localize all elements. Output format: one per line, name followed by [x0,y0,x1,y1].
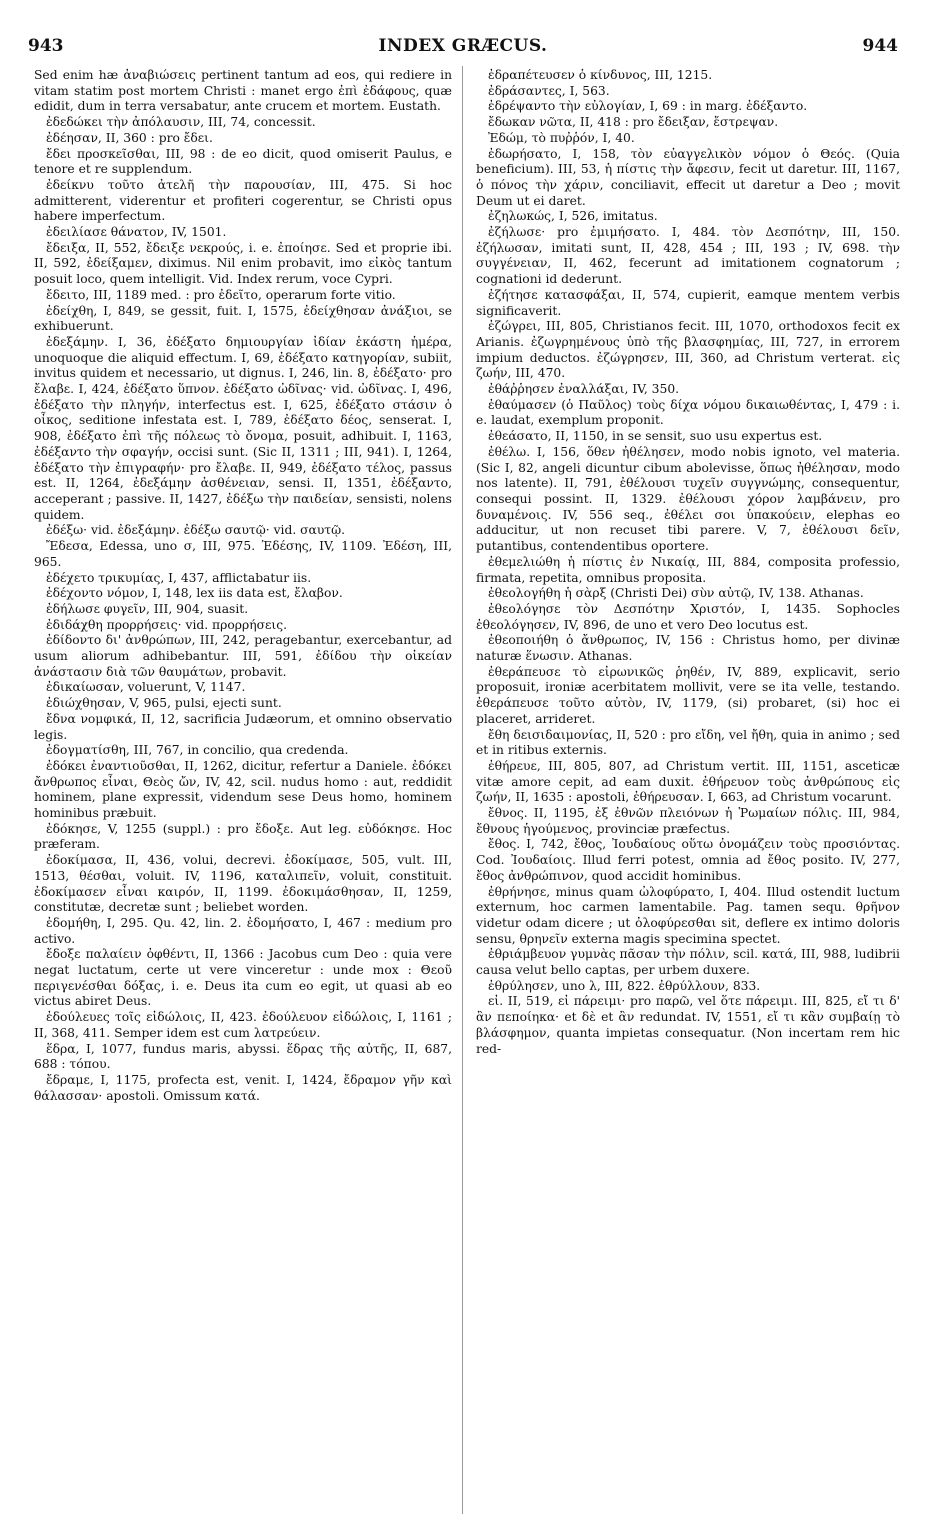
index-entry: ἐδέχετο τρικυμίας, I, 437, afflictabatur iis. [46,570,312,585]
index-entry: ἐδράσαντες, I, 563. [488,83,610,98]
index-entry: ἐδέξω· vid. ἐδεξάμην. ἐδέξω σαυτῷ· vid. σαυτῷ. [46,523,346,538]
index-entry: ἐδοκίμασα, II, 436, volui, decrevi. ἐδοκίμασε, 505, vult. III, 1513, θέσθαι, voluit. IV, 1196, καταλιπεῖν, voluit, constituit. ἐδοκίμασεν εἶναι καιρόν, II, 1199. ἐδοκιμάσθησαν, II, 1259, constitutæ, decretæ sunt ; beliebet worden. [34,853,452,915]
index-entry: ἐδωρήσατο, I, 158, τὸν εὐαγγελικὸν νόμον ὁ Θεός. (Quia beneficium). III, 53, ἡ πίστις τὴν ἄφεσιν, fecit ut daretur. III, 1167, ὁ πόνος τὴν χάριν, conciliavit, effecit ut daretur a Deo ; movit Deum ut ei daret. [476,146,900,208]
index-entry: ἐδίδοντο δι' ἀνθρώπων, III, 242, peragebantur, exercebantur, ad usum aliorum adhibebantur. III, 591, ἐδίδου τὴν οἰκείαν ἀνάστασιν διὰ τῶν θαυμάτων, probavit. [34,633,452,679]
index-entry: ἔδνα νομφικά, II, 12, sacrificia Judæorum, et omnino observatio legis. [34,711,452,742]
index-entry: Ἔδεσα, Edessa, uno σ, III, 975. Ἐδέσης, IV, 1109. Ἐδέση, III, 965. [34,539,452,569]
index-entry: ἐθέλω. I, 156, ὅθεν ἠθέλησεν, modo nobis ignoto, vel materia. (Sic I, 82, angeli dicuntur cibum abolevisse, ὅπως ἠθέλησαν, modo nos latente). II, 791, ἐθέλουσι τυχεῖν συγγνώμης, consequentur, consequi possint. II, 1329. ἐθέλουσι χόρον λαμβάνειν, pro δυναμένοις. IV, 556 seq., ἐθέλει σοι ὑπακούειν, elephas eo adducitur, ut non recuset tibi parere. V, 7, ἐθέλουσι δεῖν, putantibus, contendentibus oportere. [476,444,900,554]
index-entry: ἐζηλωκώς, I, 526, imitatus. [488,209,658,224]
index-entry: ἐδικαίωσαν, voluerunt, V, 1147. [46,680,246,695]
index-entry: ἕδρα, I, 1077, fundus maris, abyssi. ἕδρας τῆς αὐτῆς, II, 687, 688 : τόπου. [34,1041,452,1072]
index-entry: ἔδει προσκεῖσθαι, III, 98 : de eo dicit, quod omiserit Paulus, e tenore et re supplendum. [34,146,452,177]
index-entry: ἐδραπέτευσεν ὁ κίνδυνος, III, 1215. [488,68,713,82]
index-entry: Ἐδώμ, τὸ πυῤῥόν, I, 40. [488,130,635,145]
column-divider [462,66,463,1514]
index-entry: ἐθάῤῥησεν ἐναλλάξαι, IV, 350. [488,382,680,397]
index-entry: ἐδέησαν, II, 360 : pro ἔδει. [46,130,213,145]
index-entry: ἔδειτο, III, 1189 med. : pro ἐδεῖτο, operarum forte vitio. [46,287,396,302]
index-entry: ἐδούλευες τοῖς εἰδώλοις, II, 423. ἐδούλευον εἰδώλοις, I, 1161 ; II, 368, 411. Semper idem est cum λατρεύειν. [34,1010,452,1040]
index-entry: ἐδέχοντο νόμον, I, 148, lex iis data est, ἔλαβον. [46,586,343,601]
index-entry: ἐθεολογήθη ἡ σὰρξ (Christi Dei) σὺν αὐτῷ, IV, 138. Athanas. [488,586,864,601]
index-entry: ἐθρήνησε, minus quam ὠλοφύρατο, I, 404. Illud ostendit luctum externum, hoc carmen lamentabile. Pag. tamen sequ. θρῆνον videtur odam dicere ; ut ὀλοφύρεσθαι sit, deflere ex intimo doloris sensu, θρηνεῖν externa magis specimina spectet. [476,884,900,946]
index-entry: ἐδεδώκει τὴν ἀπόλαυσιν, III, 74, concessit. [46,115,316,130]
index-entry: ἔδωκαν νῶτα, II, 418 : pro ἔδειξαν, ἔστρεψαν. [488,115,779,130]
index-entry: ἐδιδάχθη προρρήσεις· vid. προρρήσεις. [46,617,287,632]
page-number-left: 943 [28,36,64,56]
index-entry: ἐθεολόγησε τὸν Δεσπότην Χριστόν, I, 1435. Sophocles ἐθεολόγησεν, IV, 896, de uno et vero Deo locutus est. [476,601,900,632]
index-entry: ἐζώγρει, III, 805, Christianos fecit. III, 1070, orthodoxos fecit ex Arianis. ἐζωγρημένους ὑπὸ τῆς βλασφημίας, III, 727, in errorem impium deductos. ἐζώγρησεν, III, 360, ad Christum verterat. εἰς ζωήν, III, 470. [476,319,900,381]
index-entry: ἐθρύλησεν, uno λ, III, 822. ἐθρύλλουν, 833. [488,978,761,993]
index-entry: ἐθεάσατο, II, 1150, in se sensit, suo usu expertus est. [488,429,823,444]
index-entry: Sed enim hæ ἀναβιώσεις pertinent tantum ad eos, qui rediere in vitam statim post mortem Christi : manet ergo ἐπὶ ἐδάφους, quæ edidit, dum in terra versabatur, ante crucem et mortem. Eustath. [34,68,452,114]
index-entry: ἐδειλίασε θάνατον, IV, 1501. [46,225,227,240]
page-number-right: 944 [862,36,898,56]
index-entry: ἐθαύμασεν (ὁ Παῦλος) τοὺς δίχα νόμου δικαιωθέντας, I, 479 : i. e. laudat, exemplum proponit. [476,397,900,428]
index-entry: ἔθνος. II, 1195, ἐξ ἐθνῶν πλειόνων ἡ Ῥωμαίων πόλις. III, 984, ἔθνους ἡγούμενος, provinciæ præfectus. [476,806,900,836]
index-entry: ἔθος. I, 742, ἔθος, Ἰουδαίους οὕτω ὀνομάζειν τοὺς προσιόντας. Cod. Ἰουδαίοις. Illud ferri potest, omnia ad ἔθος posito. IV, 277, ἔθος ἀνθρώπινον, quod accidit hominibus. [476,837,900,883]
index-entry: ἐδρέψαντο τὴν εὐλογίαν, I, 69 : in marg. ἐδέξαντο. [488,99,808,114]
index-entry: ἐδόκει ἐναντιοῦσθαι, II, 1262, dicitur, refertur a Daniele. ἐδόκει ἄνθρωπος εἶναι, Θεὸς ὤν, IV, 42, scil. nudus homo : aut, reddidit hominem, plane expressit, videndum sese Deus homo, hominem hominibus præbuit. [34,758,452,821]
index-entry: ἔδοξε παλαίειν ὀφθέντι, II, 1366 : Jacobus cum Deo : quia vere negat luctatum, certe ut vere vinceretur : unde mox : Θεοῦ περιγενέσθαι δόξας, i. e. Deus ita cum eo egit, ut quasi ab eo victus abiret Deus. [34,947,452,1009]
page-title: INDEX GRÆCUS. [378,36,548,56]
index-entry: ἐδεξάμην. I, 36, ἐδέξατο δημιουργίαν ἰδίαν ἑκάστη ἡμέρα, unoquoque die aliquid effectum. I, 69, ἐδέξατο κατηγορίαν, subiit, invitus quidem et necessario, ut dignus. I, 246, lin. 8, ἐδέξατο· pro ἔλαβε. I, 424, ἐδέξατο ὕπνον. ἐδέξατο ὠδῖνας· vid. ὠδῖνας. I, 496, ἐδέξατο τὴν πληγήν, interfectus est. I, 625, ἐδέξατο στάσιν ὁ οἶκος, seditione infestata est. I, 789, ἐδέξατο δέος, senserat. I, 908, ἐδέξατο ἐπὶ τῆς πόλεως τὸ ὄνομα, posuit, adhibuit. I, 1163, ἐδέξαντο τὴν σφαγήν, occisi sunt. (Sic II, 1311 ; III, 941). I, 1264, ἐδέξατο τὴν ἐπιγραφήν· pro ἔλαβε. II, 949, ἐδέξατο τέλος, passus est. II, 1264, ἐδεξάμην ἀσθένειαν, sensi. II, 1351, ἐδέξαντο, acceperant ; passive. II, 1427, ἐδέξω τὴν παιδείαν, sensisti, nolens quidem. [34,334,452,522]
index-entry: εἰ. II, 519, εἰ πάρειμι· pro παρῶ, vel ὅτε πάρειμι. III, 825, εἴ τι δ' ἂν πεποίηκα· et δὲ et ἂν redundat. IV, 1551, εἴ τι κἂν συμβαίῃ τὸ βλάσφημον, quanta impietas consequatur. (Non incertam rem hic red- [476,994,900,1056]
index-entry: ἐζήτησε κατασφάξαι, II, 574, cupierit, eamque mentem verbis significaverit. [476,287,900,318]
index-entry: ἔδραμε, I, 1175, profecta est, venit. I, 1424, ἔδραμον γῆν καὶ θάλασσαν· apostoli. Omissum κατά. [34,1073,452,1103]
index-entry: ἐθήρευε, III, 805, 807, ad Christum vertit. III, 1151, asceticæ vitæ amore cepit, ad eam duxit. ἐθήρευον τοὺς ἀνθρώπους εἰς ζωήν, II, 1635 : apostoli, ἐθήρευσαν. I, 663, ad Christum vocarunt. [476,758,900,805]
index-entry: ἐζήλωσε· pro ἐμιμήσατο. I, 484. τὸν Δεσπότην, III, 150. ἐζήλωσαν, imitati sunt, II, 428, 454 ; III, 193 ; IV, 698. τὴν συγγένειαν, II, 462, fecerunt ad imitationem cognatorum ; cognationi id dederunt. [476,225,900,287]
index-entry: ἐθεοποιήθη ὁ ἄνθρωπος, IV, 156 : Christus homo, per divinæ naturæ ἕνωσιν. Athanas. [476,633,900,664]
index-entry: ἔθη δεισιδαιμονίας, II, 520 : pro εἴδη, vel ἤθη, quia in animo ; sed et in ritibus externis. [476,727,900,758]
index-entry: ἐδιώχθησαν, V, 965, pulsi, ejecti sunt. [46,696,282,711]
index-entry: ἐδογματίσθη, III, 767, in concilio, qua credenda. [46,743,349,758]
page-header [28,36,898,58]
index-entry: ἐδόκησε, V, 1255 (suppl.) : pro ἔδοξε. Aut leg. εὐδόκησε. Hoc præferam. [34,821,452,852]
index-entry: ἐθεράπευσε τὸ εἰρωνικῶς ῥηθέν, IV, 889, explicavit, serio proposuit, ironiæ acerbitatem mollivit, vere se ita velle, testando. ἐθεράπευσε τοῦτο αὐτὸν, IV, 1179, (si) probaret, (si) hoc ei placeret, arrideret. [476,664,900,726]
left-column [34,68,452,1104]
index-entry: ἐθεμελιώθη ἡ πίστις ἐν Νικαίᾳ, III, 884, composita professio, firmata, repetita, omnibus proposita. [476,554,900,585]
index-entry: ἐδείχθη, I, 849, se gessit, fuit. I, 1575, ἐδείχθησαν ἀνάξιοι, se exhibuerunt. [34,303,452,334]
index-entry: ἐδείκνυ τοῦτο ἀτελῆ τὴν παρουσίαν, III, 475. Si hoc admitterent, viderentur et profiteri cogerentur, se Christi opus habere imperfectum. [34,177,452,224]
index-entry: ἐδομήθη, I, 295. Qu. 42, lin. 2. ἐδομήσατο, I, 467 : medium pro activo. [34,915,452,946]
index-entry: ἐδήλωσε φυγεῖν, III, 904, suasit. [46,601,249,616]
right-column [476,68,900,1057]
index-entry: ἔδειξα, II, 552, ἔδειξε νεκρούς, i. e. ἐποίησε. Sed et proprie ibi. II, 592, ἐδείξαμεν, diximus. Nil enim probavit, imo εἰκὸς tantum posuit loco, quem intelligit. Vid. Index rerum, voce Cypri. [34,240,452,287]
index-entry: ἐθριάμβευον γυμνὰς πᾶσαν τὴν πόλιν, scil. κατά, III, 988, ludibrii causa velut bello captas, per urbem duxere. [476,947,900,978]
